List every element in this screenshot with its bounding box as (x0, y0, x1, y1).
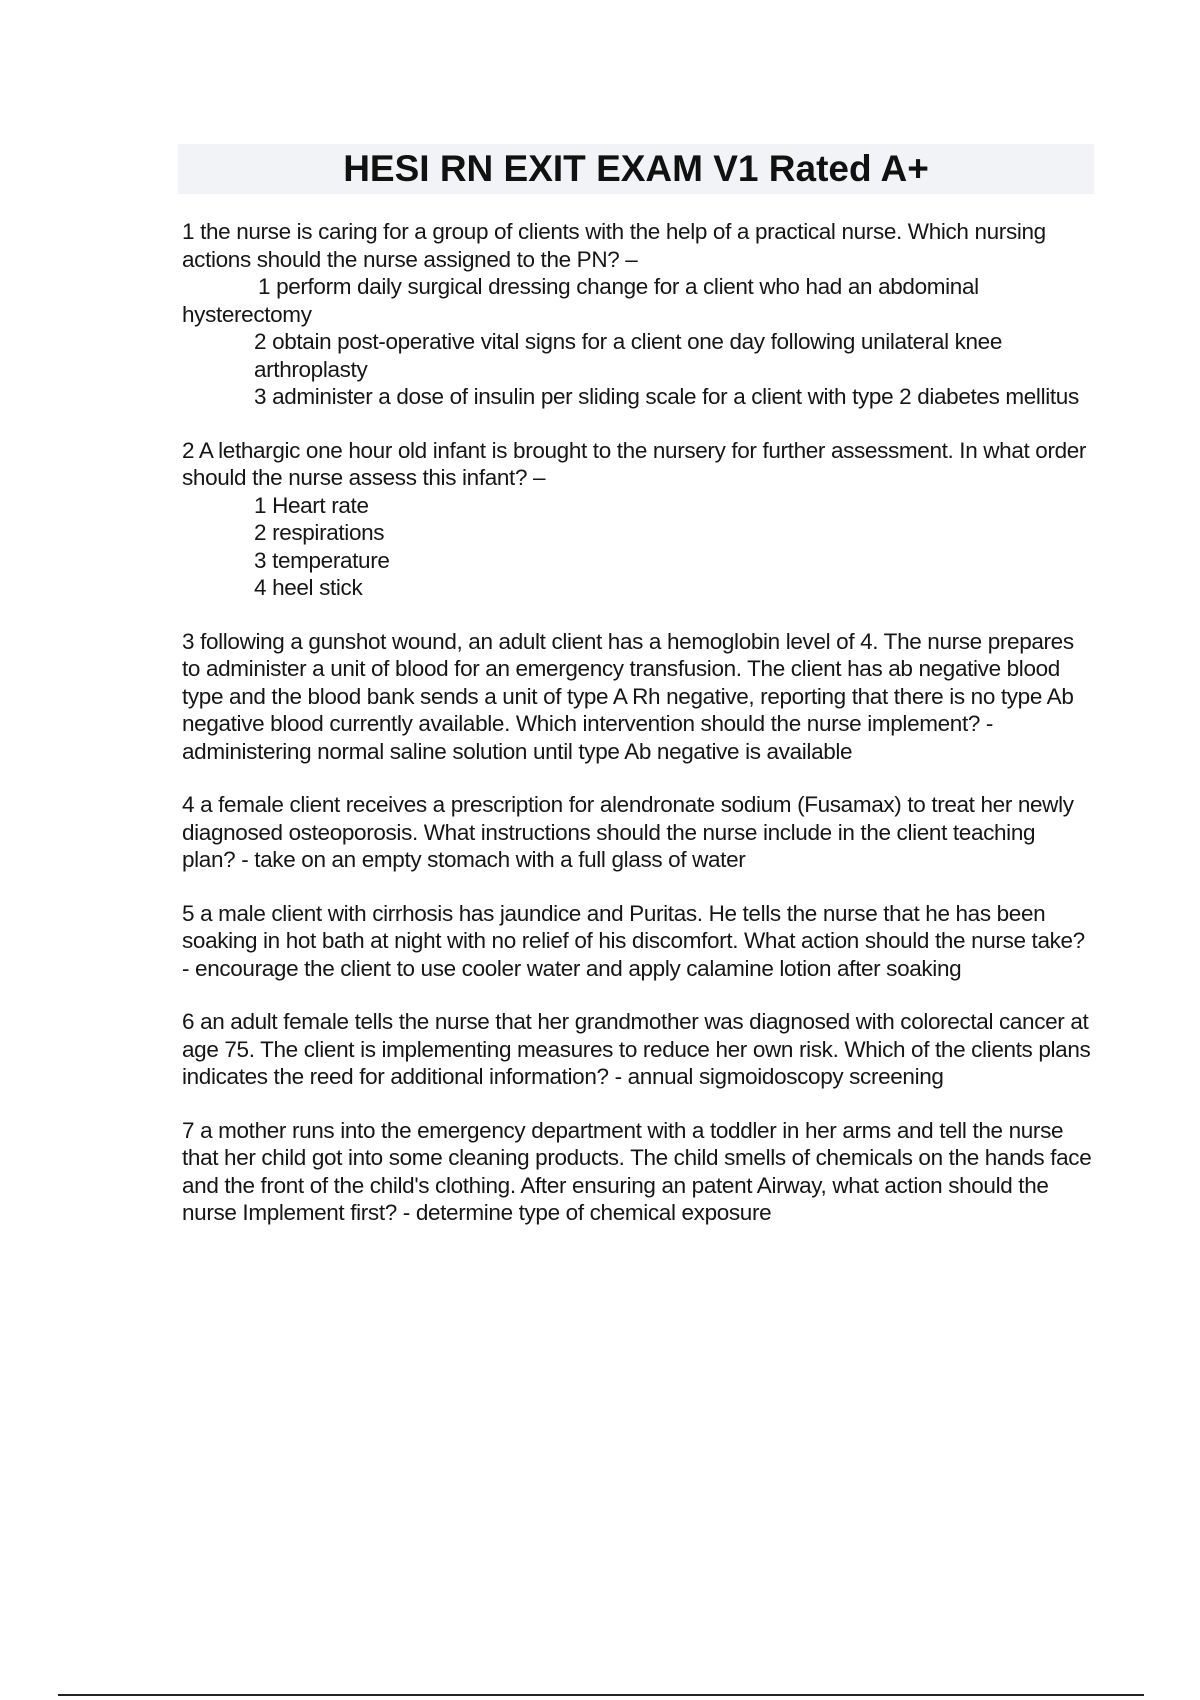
question-1 (182, 218, 1094, 411)
question-text: 7 a mother runs into the emergency department with a toddler in her arms and tell the nurse that her child got into some cleaning products. The child smells of chemicals on the hands face and the front of the child's clothing. After ensuring an patent Airway, what action should the nurse Implement first? - determine type of chemical exposure (182, 1117, 1092, 1225)
question-text: 4 a female client receives a prescription for alendronate sodium (Fusamax) to treat her newly diagnosed osteoporosis. What instructions should the nurse include in the client teaching plan? - take on an empty stomach with a full glass of water (182, 792, 1074, 872)
question-7 (182, 1117, 1094, 1227)
question-5 (182, 900, 1094, 983)
answer-option: 4 heel stick (254, 575, 363, 600)
answer-option: 3 temperature (254, 547, 390, 573)
question-6 (182, 1008, 1094, 1091)
answer-option: 3 administer a dose of insulin per sliding scale for a client with type 2 diabetes mellitus (254, 384, 1079, 409)
answer-option: 1 Heart rate (254, 492, 369, 518)
question-text: 3 following a gunshot wound, an adult client has a hemoglobin level of 4. The nurse prepares to administer a unit of blood for an emergency transfusion. The client has ab negative blood type and the blood bank sends a unit of type A Rh negative, reporting that there is no type Ab negative blood currently available. Which intervention should the nurse implement? - administering normal saline solution until type Ab negative is available (182, 628, 1074, 764)
question-3 (182, 628, 1094, 766)
question-text: 2 A lethargic one hour old infant is brought to the nursery for further assessment. In what order should the nurse assess this infant? – (182, 437, 1087, 490)
answer-options (182, 492, 1094, 602)
answer-options (182, 273, 1094, 411)
document-title: HESI RN EXIT EXAM V1 Rated A+ (343, 148, 929, 189)
question-text: 5 a male client with cirrhosis has jaundice and Puritas. He tells the nurse that he has been soaking in hot bath at night with no relief of his discomfort. What action should the nurse take? - encourage the client to use cooler water and apply calamine lotion after soaking (182, 900, 1085, 981)
question-4 (182, 791, 1094, 874)
question-2 (182, 437, 1094, 602)
answer-option: 1 perform daily surgical dressing change for a client who had an abdominal hysterectomy (182, 274, 979, 327)
page-bottom-rule (58, 1694, 1144, 1696)
question-text: 6 an adult female tells the nurse that her grandmother was diagnosed with colorectal cancer at age 75. The client is implementing measures to reduce her own risk. Which of the clients plans indicates the reed for additional information? - annual sigmoidoscopy screening (182, 1009, 1091, 1089)
answer-option: 2 respirations (254, 520, 385, 545)
answer-option: 2 obtain post-operative vital signs for a client one day following unilateral knee arthroplasty (254, 329, 1003, 382)
question-text: 1 the nurse is caring for a group of clients with the help of a practical nurse. Which nursing actions should the nurse assigned to the PN? – (182, 219, 1046, 272)
question-list (182, 218, 1094, 1253)
